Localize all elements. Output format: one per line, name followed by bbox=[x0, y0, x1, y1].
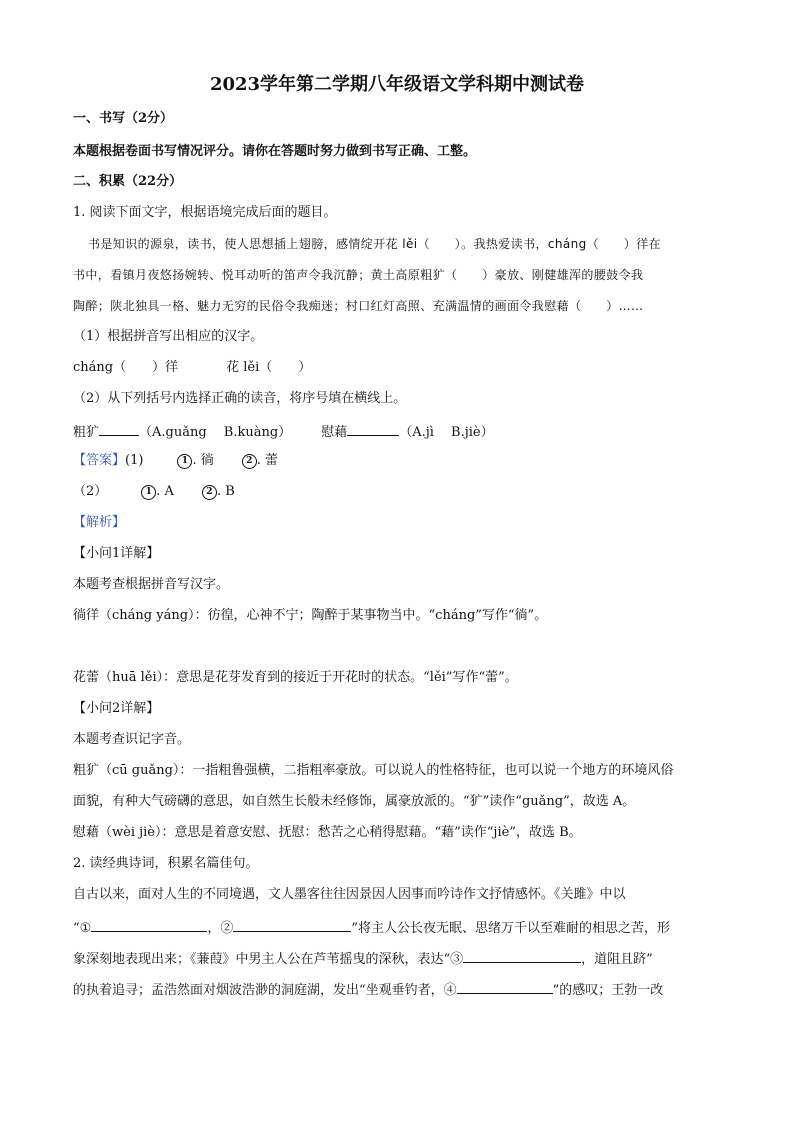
section-1-heading: 一、书写（2分） bbox=[73, 111, 174, 126]
page-title: 2023学年第二学期八年级语文学科期中测试卷 bbox=[209, 74, 585, 95]
circled-number-2: 2 bbox=[242, 454, 257, 469]
answer-line-1: 【答案】(1) 1 . 徜 2 . 蕾 bbox=[73, 453, 278, 468]
q1-sub2-items bbox=[73, 421, 494, 442]
q2-line-4-b: ”的感叹；王勃一改 bbox=[552, 983, 664, 998]
q2-line-3-b: ，道阻且跻” bbox=[581, 952, 653, 967]
q2-line-1: 自古以来，面对人生的不同境遇，文人墨客往往因景因人因事而吟诗作文抒情感怀。《关雎》中以 bbox=[73, 887, 626, 902]
q2-line-2-b: ，② bbox=[207, 921, 234, 936]
answer-2-b: B bbox=[225, 484, 235, 499]
q2-intro: 2. 读经典诗词，积累名篇佳句。 bbox=[73, 856, 259, 871]
detail-2-line-1: 本题考查识记字音。 bbox=[73, 732, 191, 747]
q1-sub2: （2）从下列括号内选择正确的读音，将序号填在横线上。 bbox=[73, 391, 407, 406]
answer-label: 【答案】 bbox=[73, 453, 126, 468]
analysis-label: 【解析】 bbox=[73, 515, 126, 530]
q1-passage-line-2: 书中，看镇月夜悠扬婉转、悦耳动听的笛声令我沉静；黄土高原粗犷（ ）豪放、刚健雄浑的腰鼓令我 bbox=[73, 268, 644, 282]
circled-number-2: 2 bbox=[202, 485, 217, 500]
answer-2-prefix: （2） bbox=[73, 484, 108, 499]
q2-blank-4[interactable] bbox=[457, 979, 553, 994]
circled-number-1: 1 bbox=[141, 485, 156, 500]
sub1-item-b: 花 lěi（ ） bbox=[226, 360, 312, 375]
detail-1-line-3: 花蕾（huā lěi）：意思是花芽发育到的接近于开花时的状态。“lěi”写作“蕾”。 bbox=[73, 670, 518, 685]
q2-blank-2[interactable] bbox=[233, 917, 351, 932]
answer-2-a: A bbox=[164, 484, 174, 499]
q2-line-3 bbox=[73, 948, 653, 969]
detail-1-label: 【小问1详解】 bbox=[73, 546, 160, 561]
sub2-opts-a: （A.guǎng B.kuàng） bbox=[139, 425, 292, 440]
q2-line-2-a: “① bbox=[73, 921, 92, 936]
q2-line-2 bbox=[73, 917, 670, 938]
section-2-heading: 二、积累（22分） bbox=[73, 174, 183, 189]
answer-1-b: 蕾 bbox=[264, 453, 278, 468]
answer-1-a: 徜 bbox=[200, 453, 214, 468]
detail-2-line-4: 慰藉（wèi jiè）：意思是着意安慰、抚慰：愁苦之心稍得慰藉。“藉”读作“jiè”，故选 B。 bbox=[73, 825, 582, 840]
sub2-opts-b: （A.jì B.jiè） bbox=[399, 425, 494, 440]
q1-sub1: （1）根据拼音写出相应的汉字。 bbox=[73, 329, 264, 344]
q2-line-3-a: 象深刻地表现出来；《蒹葭》中男主人公在芦苇摇曳的深秋，表达“③ bbox=[73, 952, 464, 967]
sub2-word-a: 粗犷 bbox=[73, 425, 100, 440]
section-1-instruction: 本题根据卷面书写情况评分。请你在答题时努力做到书写正确、工整。 bbox=[73, 144, 477, 159]
sub1-item-a: cháng（ ）徉 bbox=[73, 360, 179, 375]
q2-blank-1[interactable] bbox=[91, 917, 207, 932]
detail-2-label: 【小问2详解】 bbox=[73, 701, 160, 716]
answer-line-2: （2） 1 . A 2 . B bbox=[73, 484, 235, 499]
sub2-word-b: 慰藉 bbox=[321, 425, 348, 440]
q1-sub1-items bbox=[73, 359, 311, 377]
q1-passage-line-1: 书是知识的源泉，读书，使人思想插上翅膀，感情绽开花 lěi（ ）。我热爱读书，cháng（ ）徉在 bbox=[88, 237, 662, 251]
answer-1-prefix: (1) bbox=[125, 453, 144, 468]
q2-line-4 bbox=[73, 979, 663, 1000]
q1-passage-line-3: 陶醉；陕北独具一格、魅力无穷的民俗令我痴迷；村口红灯高照、充满温情的画面令我慰藉（ ）…… bbox=[73, 299, 644, 313]
q2-blank-3[interactable] bbox=[463, 948, 581, 963]
detail-2-line-2: 粗犷（cū guǎng）：一指粗鲁强横，二指粗率豪放。可以说人的性格特征，也可以说一个地方的环境风俗 bbox=[73, 763, 674, 778]
q2-line-4-a: 的执着追寻；孟浩然面对烟波浩渺的洞庭湖，发出“坐观垂钓者，④ bbox=[73, 983, 457, 998]
detail-1-line-1: 本题考查根据拼音写汉字。 bbox=[73, 577, 230, 592]
sub2-blank-b[interactable] bbox=[347, 421, 399, 436]
q2-line-2-c: ”将主人公长夜无眠、思绪万千以至难耐的相思之苦，形 bbox=[351, 921, 670, 936]
circled-number-1: 1 bbox=[177, 454, 192, 469]
detail-1-line-2: 徜徉（cháng yáng）：彷徨，心神不宁；陶醉于某事物当中。“cháng”写作“徜”。 bbox=[73, 608, 548, 623]
detail-2-line-3: 面貌，有种大气磅礴的意思，如自然生长般未经修饰，属豪放派的。“犷”读作“guǎng”，故选 A。 bbox=[73, 794, 636, 809]
q1-intro: 1. 阅读下面文字，根据语境完成后面的题目。 bbox=[73, 205, 337, 220]
sub2-blank-a[interactable] bbox=[99, 421, 139, 436]
